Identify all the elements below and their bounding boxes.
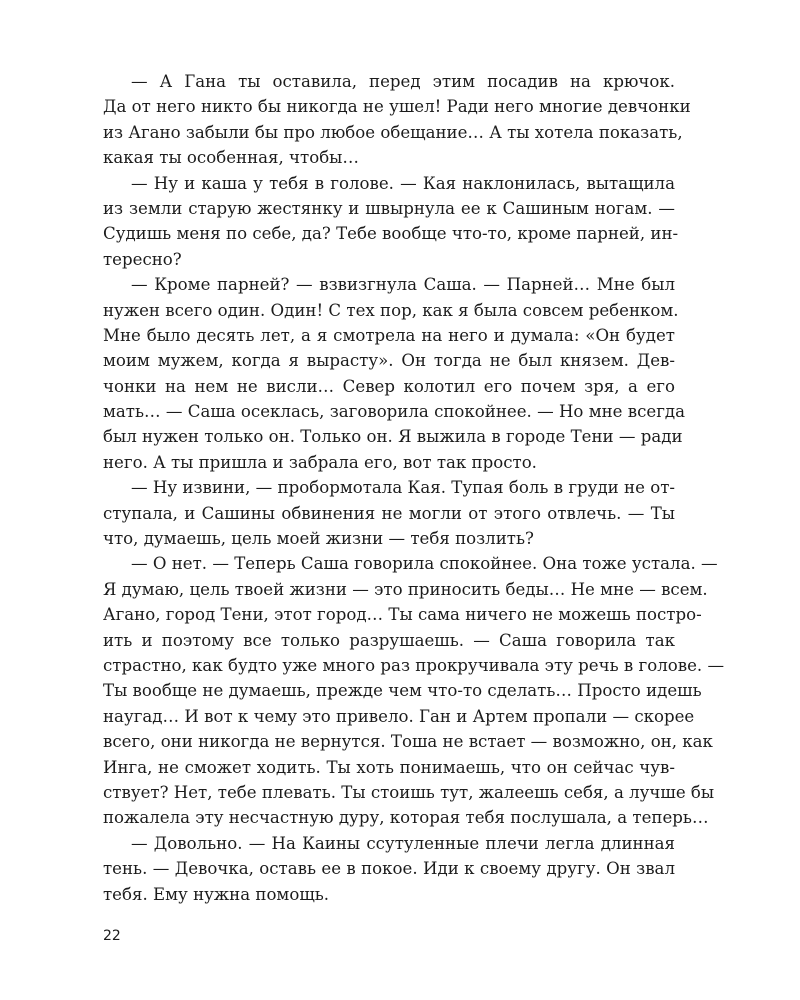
text-line: чонки на нем не висли… Север колотил его почем зря, а его: [103, 376, 675, 396]
text-line: из Агано забыли бы про любое обещание… А ты хотела показать,: [103, 122, 683, 142]
text-line: ступала, и Сашины обвинения не могли от этого отвлечь. — Ты: [103, 503, 675, 523]
text-line: из земли старую жестянку и швырнула ее к Сашиным ногам. —: [103, 198, 675, 218]
paragraph: [103, 171, 679, 273]
text-line: — О нет. — Теперь Саша говорила спокойнее. Она тоже устала. —: [131, 554, 718, 574]
text-line: Я думаю, цель твоей жизни — это приносить беды… Не мне — всем.: [103, 579, 708, 599]
paragraph: [103, 69, 691, 171]
text-line: пожалела эту несчастную дуру, которая тебя послушала, а теперь…: [103, 808, 709, 828]
text-line: что, думаешь, цель моей жизни — тебя позлить?: [103, 529, 534, 549]
text-line: — Ну и каша у тебя в голове. — Кая наклонилась, вытащила: [131, 173, 675, 193]
text-line: — А Гана ты оставила, перед этим посадив на крючок.: [131, 72, 675, 91]
text-line: моим мужем, когда я вырасту». Он тогда не был князем. Дев-: [103, 351, 675, 371]
text-line: тересно?: [103, 249, 182, 269]
text-line: Инга, не сможет ходить. Ты хоть понимаешь, что он сейчас чув-: [103, 757, 675, 777]
text-line: нужен всего один. Один! С тех пор, как я была совсем ребенком.: [103, 300, 679, 320]
text-line: — Ну извини, — пробормотала Кая. Тупая боль в груди не от-: [131, 478, 675, 498]
text-line: Да от него никто бы никогда не ушел! Ради него многие девчонки: [103, 97, 691, 117]
text-line: какая ты особенная, чтобы…: [103, 148, 359, 168]
text-line: всего, они никогда не вернутся. Тоша не встает — возможно, он, как: [103, 732, 713, 752]
text-line: мать… — Саша осеклась, заговорила спокойнее. — Но мне всегда: [103, 402, 686, 422]
text-line: ить и поэтому все только разрушаешь. — Саша говорила так: [103, 630, 675, 650]
text-line: Судишь меня по себе, да? Тебе вообще что-то, кроме парней, ин-: [103, 224, 679, 244]
text-line: Агано, город Тени, этот город… Ты сама ничего не можешь постро-: [103, 605, 702, 625]
text-line: тень. — Девочка, оставь ее в покое. Иди к своему другу. Он звал: [103, 859, 675, 879]
text-line: него. А ты пришла и забрала его, вот так просто.: [103, 452, 537, 472]
text-line: страстно, как будто уже много раз прокручивала эту речь в голове. —: [103, 655, 725, 675]
text-line: был нужен только он. Только он. Я выжила в городе Тени — ради: [103, 427, 683, 447]
page-number: 22: [103, 928, 121, 944]
paragraph: [103, 475, 675, 551]
text-line: тебя. Ему нужна помощь.: [103, 884, 330, 904]
text-line: — Кроме парней? — взвизгнула Саша. — Парней… Мне был: [131, 275, 675, 295]
paragraph: [103, 831, 675, 907]
text-line: Ты вообще не думаешь, прежде чем что-то сделать… Просто идешь: [103, 681, 702, 701]
text-line: — Довольно. — На Каины ссутуленные плечи легла длинная: [131, 833, 675, 853]
text-line: ствует? Нет, тебе плевать. Ты стоишь тут, жалеешь себя, а лучше бы: [103, 782, 715, 802]
paragraph: [103, 551, 725, 830]
page-text-block: [103, 69, 725, 907]
text-line: наугад… И вот к чему это привело. Ган и Артем пропали — скорее: [103, 706, 695, 726]
paragraph: [103, 272, 686, 475]
text-line: Мне было десять лет, а я смотрела на него и думала: «Он будет: [103, 325, 675, 345]
